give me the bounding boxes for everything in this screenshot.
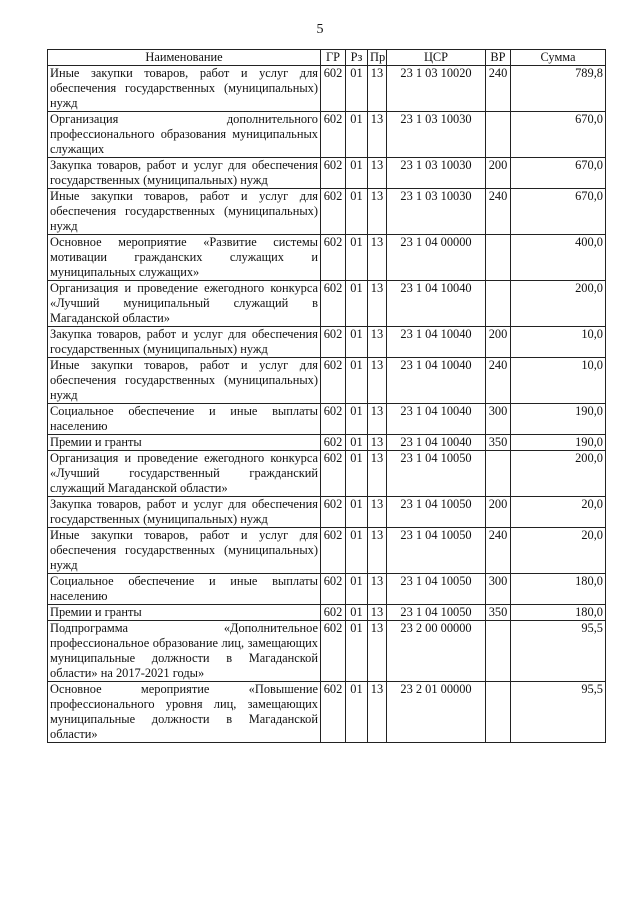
row-gr: 602 — [321, 435, 346, 451]
row-csr: 23 1 04 10050 — [387, 574, 486, 605]
row-csr: 23 1 04 10050 — [387, 528, 486, 574]
table-row — [48, 451, 606, 497]
row-gr: 602 — [321, 189, 346, 235]
row-sum: 670,0 — [511, 158, 606, 189]
row-gr: 602 — [321, 605, 346, 621]
row-csr: 23 1 04 10040 — [387, 281, 486, 327]
row-vr: 240 — [486, 189, 511, 235]
row-pr: 13 — [368, 281, 387, 327]
table-row — [48, 682, 606, 743]
row-gr: 602 — [321, 404, 346, 435]
row-rz: 01 — [346, 235, 368, 281]
row-pr: 13 — [368, 528, 387, 574]
row-gr: 602 — [321, 451, 346, 497]
row-csr: 23 1 03 10030 — [387, 189, 486, 235]
row-pr: 13 — [368, 112, 387, 158]
row-csr: 23 2 00 00000 — [387, 621, 486, 682]
header-sum: Сумма — [511, 50, 606, 66]
row-sum: 180,0 — [511, 574, 606, 605]
row-pr: 13 — [368, 235, 387, 281]
header-rz: Рз — [346, 50, 368, 66]
row-vr: 300 — [486, 574, 511, 605]
row-name: Организация дополнительного профессионального образования муниципальных служащих — [48, 112, 321, 158]
row-gr: 602 — [321, 158, 346, 189]
row-vr: 240 — [486, 66, 511, 112]
table-row — [48, 404, 606, 435]
row-csr: 23 1 04 10040 — [387, 327, 486, 358]
table-row — [48, 497, 606, 528]
row-pr: 13 — [368, 158, 387, 189]
header-name: Наименование — [48, 50, 321, 66]
table-row — [48, 189, 606, 235]
row-name: Основное мероприятие «Повышение профессионального уровня лиц, замещающих муниципальные должности в Магаданской области» — [48, 682, 321, 743]
row-rz: 01 — [346, 435, 368, 451]
row-name: Закупка товаров, работ и услуг для обеспечения государственных (муниципальных) нужд — [48, 158, 321, 189]
row-sum: 200,0 — [511, 281, 606, 327]
row-vr — [486, 112, 511, 158]
row-vr — [486, 682, 511, 743]
page-number: 5 — [316, 22, 324, 37]
row-name: Иные закупки товаров, работ и услуг для обеспечения государственных (муниципальных) нужд — [48, 358, 321, 404]
row-sum: 180,0 — [511, 605, 606, 621]
row-pr: 13 — [368, 66, 387, 112]
row-gr: 602 — [321, 574, 346, 605]
row-sum: 200,0 — [511, 451, 606, 497]
header-vr: ВР — [486, 50, 511, 66]
row-vr — [486, 621, 511, 682]
row-rz: 01 — [346, 621, 368, 682]
row-pr: 13 — [368, 189, 387, 235]
row-name: Основное мероприятие «Развитие системы мотивации гражданских служащих и муниципальных служащих» — [48, 235, 321, 281]
row-csr: 23 1 04 10040 — [387, 404, 486, 435]
row-name: Социальное обеспечение и иные выплаты населению — [48, 404, 321, 435]
row-vr: 350 — [486, 605, 511, 621]
row-pr: 13 — [368, 621, 387, 682]
row-sum: 10,0 — [511, 327, 606, 358]
row-csr: 23 1 04 10050 — [387, 605, 486, 621]
row-csr: 23 1 03 10030 — [387, 158, 486, 189]
row-name: Закупка товаров, работ и услуг для обеспечения государственных (муниципальных) нужд — [48, 497, 321, 528]
row-vr: 200 — [486, 327, 511, 358]
table-row — [48, 158, 606, 189]
row-vr: 200 — [486, 497, 511, 528]
row-gr: 602 — [321, 621, 346, 682]
row-csr: 23 1 04 10050 — [387, 451, 486, 497]
row-vr: 240 — [486, 358, 511, 404]
row-sum: 400,0 — [511, 235, 606, 281]
table-row — [48, 621, 606, 682]
row-name: Иные закупки товаров, работ и услуг для обеспечения государственных (муниципальных) нужд — [48, 189, 321, 235]
row-rz: 01 — [346, 404, 368, 435]
budget-table — [47, 49, 606, 743]
header-gr: ГР — [321, 50, 346, 66]
row-rz: 01 — [346, 682, 368, 743]
row-rz: 01 — [346, 158, 368, 189]
row-sum: 789,8 — [511, 66, 606, 112]
row-pr: 13 — [368, 451, 387, 497]
row-gr: 602 — [321, 682, 346, 743]
row-name: Социальное обеспечение и иные выплаты населению — [48, 574, 321, 605]
row-pr: 13 — [368, 497, 387, 528]
row-name: Подпрограмма «Дополнительное профессиональное образование лиц, замещающих муниципальные должности в Магаданской области» на 2017-2021 годы» — [48, 621, 321, 682]
row-name: Иные закупки товаров, работ и услуг для обеспечения государственных (муниципальных) нужд — [48, 528, 321, 574]
row-name: Организация и проведение ежегодного конкурса «Лучший государственный гражданский служащий Магаданской области» — [48, 451, 321, 497]
row-vr: 240 — [486, 528, 511, 574]
row-rz: 01 — [346, 189, 368, 235]
row-name: Организация и проведение ежегодного конкурса «Лучший муниципальный служащий в Магаданской области» — [48, 281, 321, 327]
table-row — [48, 66, 606, 112]
row-pr: 13 — [368, 574, 387, 605]
row-rz: 01 — [346, 605, 368, 621]
row-csr: 23 1 04 10040 — [387, 435, 486, 451]
row-pr: 13 — [368, 358, 387, 404]
table-header-row — [48, 50, 606, 66]
row-csr: 23 1 04 10050 — [387, 497, 486, 528]
table-row — [48, 327, 606, 358]
row-gr: 602 — [321, 235, 346, 281]
row-sum: 20,0 — [511, 528, 606, 574]
row-pr: 13 — [368, 435, 387, 451]
row-rz: 01 — [346, 327, 368, 358]
row-name: Премии и гранты — [48, 435, 321, 451]
row-rz: 01 — [346, 528, 368, 574]
row-vr: 350 — [486, 435, 511, 451]
row-gr: 602 — [321, 112, 346, 158]
table-row — [48, 281, 606, 327]
row-sum: 95,5 — [511, 621, 606, 682]
row-gr: 602 — [321, 281, 346, 327]
row-pr: 13 — [368, 605, 387, 621]
row-name: Премии и гранты — [48, 605, 321, 621]
row-csr: 23 1 03 10020 — [387, 66, 486, 112]
table-row — [48, 112, 606, 158]
row-name: Закупка товаров, работ и услуг для обеспечения государственных (муниципальных) нужд — [48, 327, 321, 358]
row-vr — [486, 235, 511, 281]
row-sum: 95,5 — [511, 682, 606, 743]
table-row — [48, 574, 606, 605]
row-rz: 01 — [346, 451, 368, 497]
row-gr: 602 — [321, 358, 346, 404]
row-rz: 01 — [346, 358, 368, 404]
row-pr: 13 — [368, 404, 387, 435]
table-row — [48, 235, 606, 281]
row-sum: 670,0 — [511, 112, 606, 158]
row-rz: 01 — [346, 574, 368, 605]
row-pr: 13 — [368, 682, 387, 743]
row-vr — [486, 451, 511, 497]
row-rz: 01 — [346, 281, 368, 327]
row-sum: 20,0 — [511, 497, 606, 528]
row-gr: 602 — [321, 66, 346, 112]
row-vr — [486, 281, 511, 327]
table-row — [48, 605, 606, 621]
row-rz: 01 — [346, 66, 368, 112]
row-sum: 190,0 — [511, 404, 606, 435]
row-gr: 602 — [321, 497, 346, 528]
table-row — [48, 358, 606, 404]
row-csr: 23 2 01 00000 — [387, 682, 486, 743]
row-sum: 190,0 — [511, 435, 606, 451]
row-csr: 23 1 04 10040 — [387, 358, 486, 404]
table-row — [48, 435, 606, 451]
table-row — [48, 528, 606, 574]
row-rz: 01 — [346, 112, 368, 158]
row-name: Иные закупки товаров, работ и услуг для обеспечения государственных (муниципальных) нужд — [48, 66, 321, 112]
row-sum: 670,0 — [511, 189, 606, 235]
header-pr: Пр — [368, 50, 387, 66]
row-pr: 13 — [368, 327, 387, 358]
row-sum: 10,0 — [511, 358, 606, 404]
row-vr: 300 — [486, 404, 511, 435]
row-gr: 602 — [321, 327, 346, 358]
row-csr: 23 1 04 00000 — [387, 235, 486, 281]
row-rz: 01 — [346, 497, 368, 528]
row-gr: 602 — [321, 528, 346, 574]
header-csr: ЦСР — [387, 50, 486, 66]
row-vr: 200 — [486, 158, 511, 189]
row-csr: 23 1 03 10030 — [387, 112, 486, 158]
